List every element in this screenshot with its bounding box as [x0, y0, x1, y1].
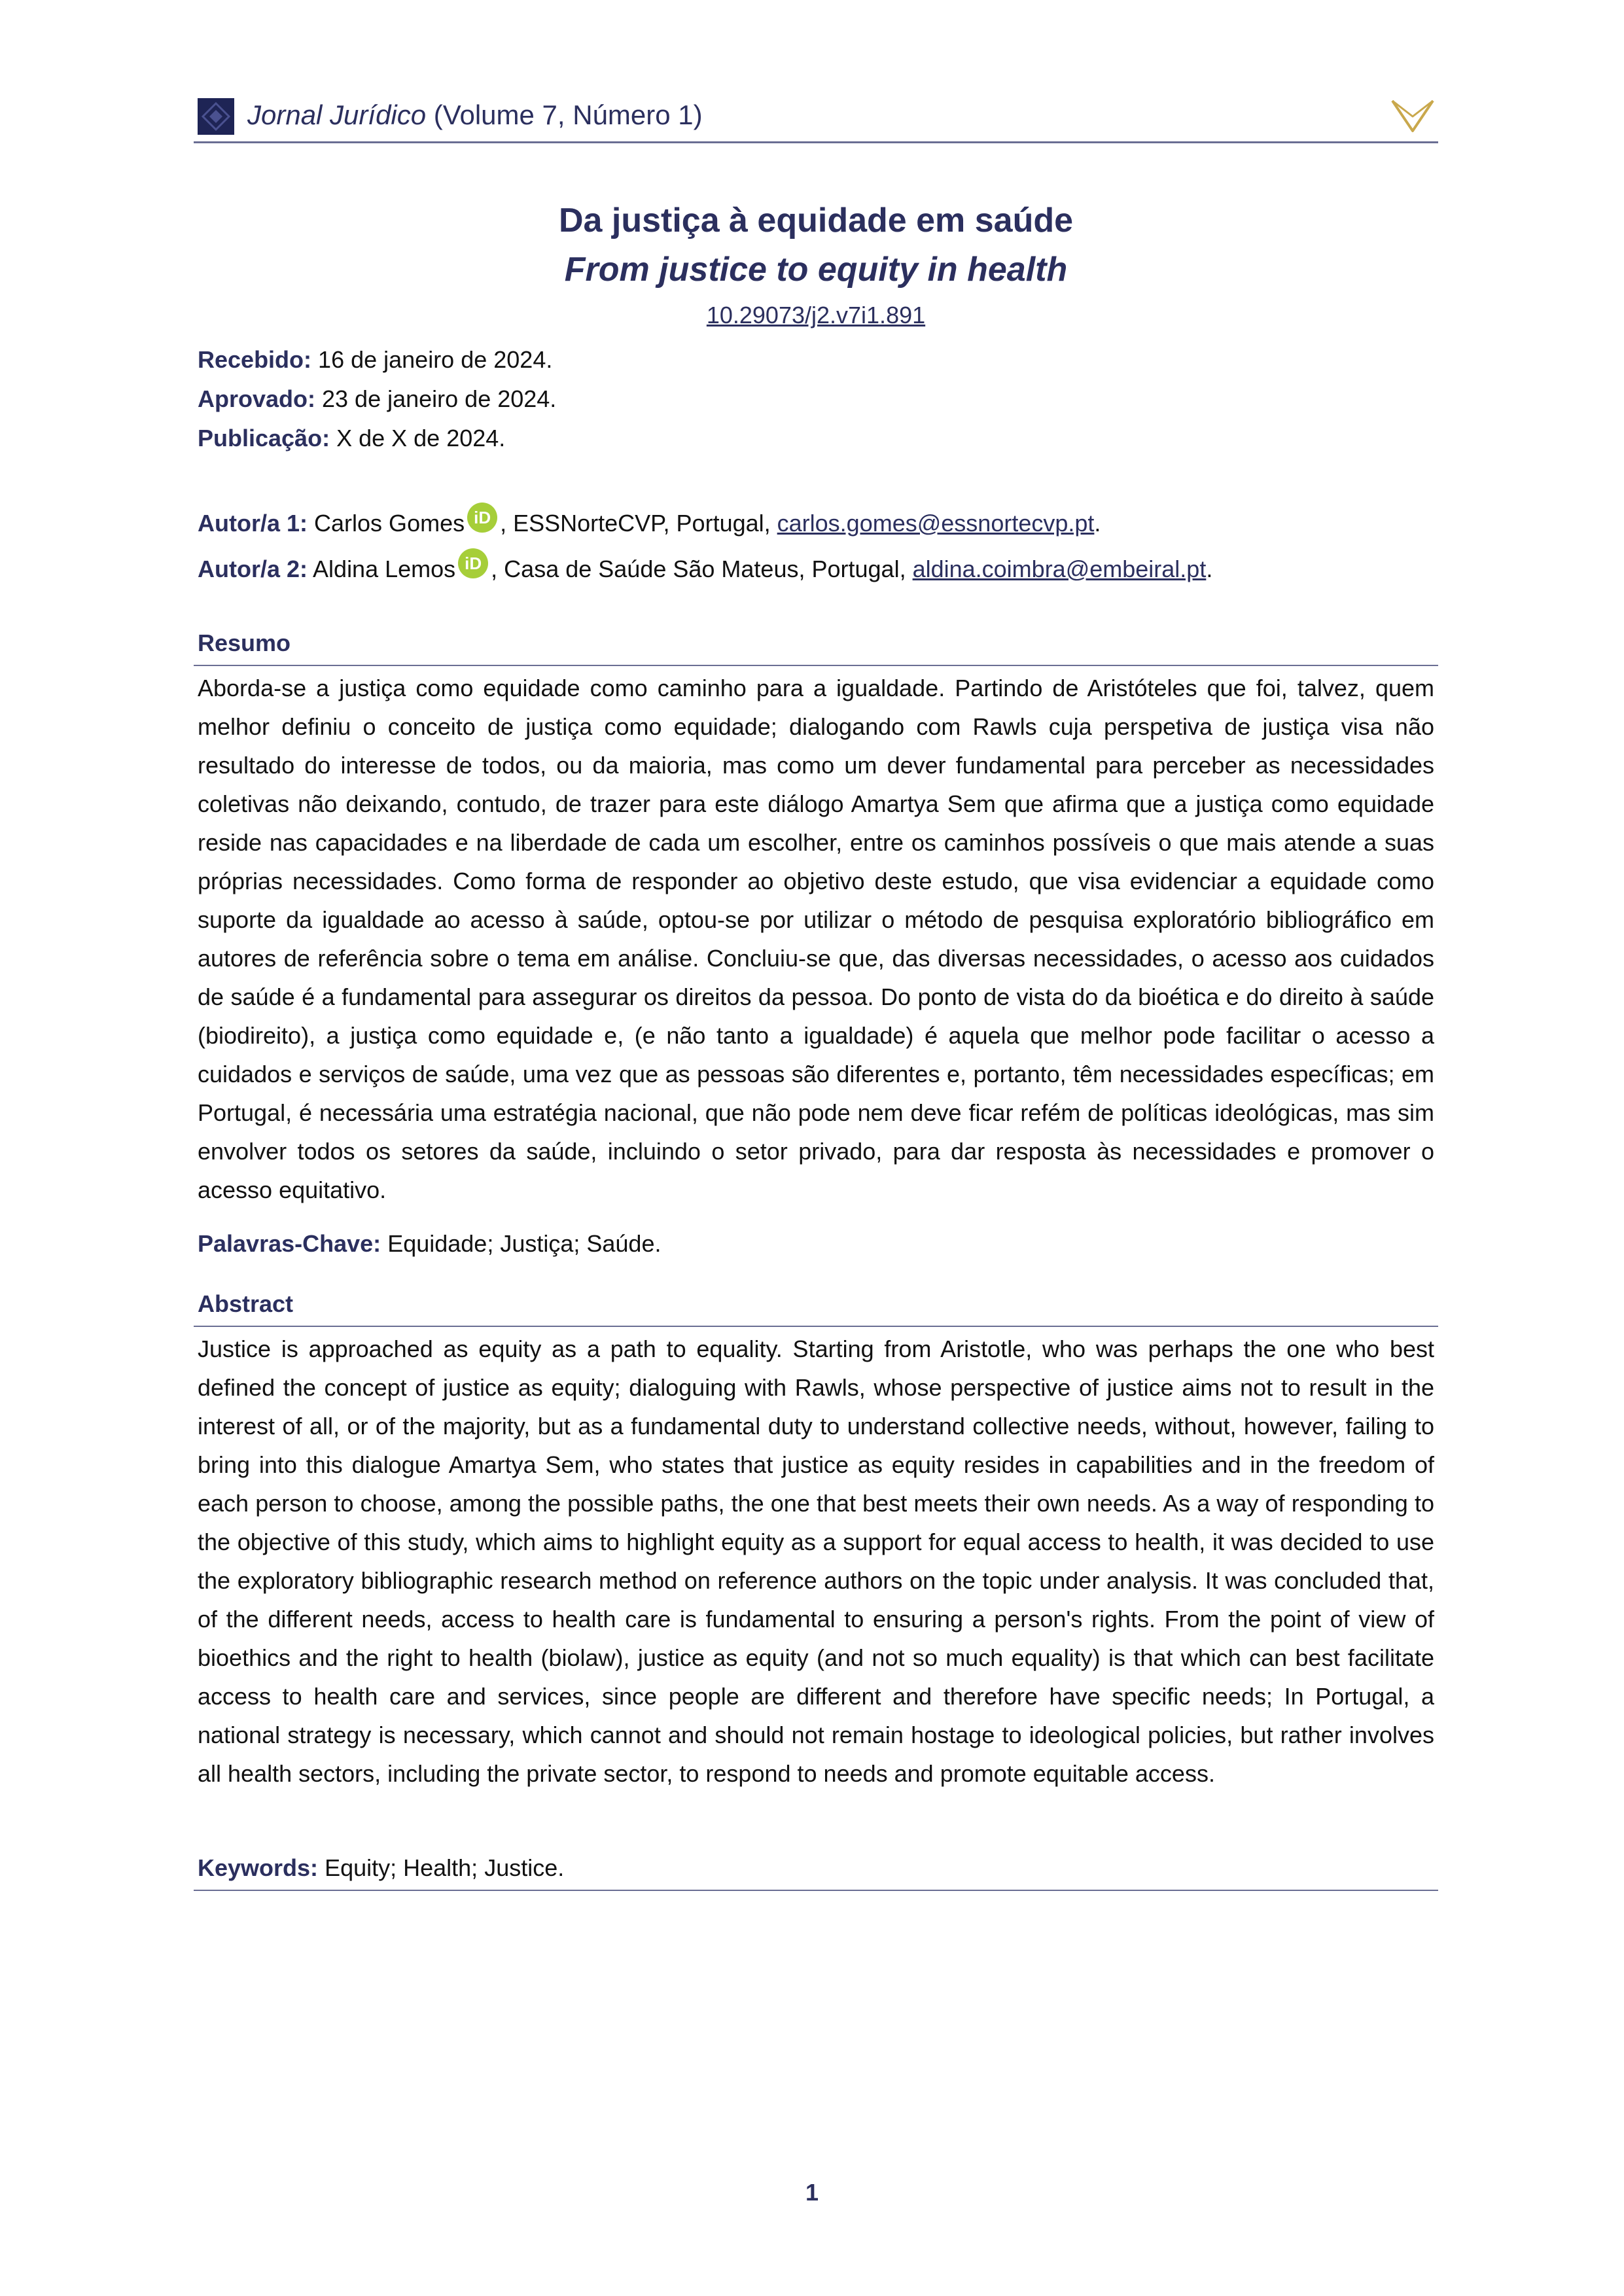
keywords-label: Palavras-Chave:: [198, 1230, 381, 1257]
abstract-divider: [194, 1326, 1438, 1327]
keywords-divider: [194, 1890, 1438, 1891]
abstract-keywords: [198, 1854, 564, 1882]
journal-header: [198, 97, 1441, 144]
header-divider: [194, 141, 1438, 143]
author-name: Aldina Lemos: [313, 556, 456, 582]
author-end: .: [1206, 556, 1213, 582]
approved-date: [198, 380, 556, 419]
orcid-icon[interactable]: iD: [458, 548, 488, 578]
author-label: Autor/a 2:: [198, 556, 308, 582]
title-english: From justice to equity in health: [564, 251, 1068, 289]
received-label: Recebido:: [198, 346, 312, 373]
title-portuguese: Da justiça à equidade em saúde: [558, 202, 1074, 239]
author-2: [198, 548, 1212, 589]
doi-link[interactable]: 10.29073/j2.v7i1.891: [706, 302, 926, 328]
approved-label: Aprovado:: [198, 385, 315, 412]
title-block: [194, 198, 1438, 335]
author-end: .: [1094, 510, 1101, 537]
journal-issue: (Volume 7, Número 1): [433, 99, 703, 130]
author-name: Carlos Gomes: [314, 510, 465, 537]
orcid-icon[interactable]: iD: [467, 503, 497, 533]
published-date: [198, 419, 505, 458]
keywords-label: Keywords:: [198, 1854, 319, 1881]
author-affiliation: , ESSNorteCVP, Portugal,: [500, 510, 777, 537]
journal-name: Jornal Jurídico: [247, 99, 427, 130]
resumo-divider: [194, 665, 1438, 666]
journal-title: [247, 99, 703, 131]
abstract-heading: Abstract: [198, 1290, 294, 1317]
author-affiliation: , Casa de Saúde São Mateus, Portugal,: [491, 556, 913, 582]
keywords-value: Equity; Health; Justice.: [325, 1854, 565, 1881]
author-email-link[interactable]: aldina.coimbra@embeiral.pt: [912, 556, 1207, 582]
published-value: X de X de 2024.: [336, 425, 506, 451]
keywords-value: Equidade; Justiça; Saúde.: [387, 1230, 662, 1257]
journal-logo-icon: [198, 98, 234, 135]
author-email-link[interactable]: carlos.gomes@essnortecvp.pt: [777, 510, 1095, 537]
author-1: [198, 503, 1101, 543]
received-value: 16 de janeiro de 2024.: [318, 346, 553, 373]
approved-value: 23 de janeiro de 2024.: [322, 385, 557, 412]
resumo-keywords: [198, 1230, 661, 1258]
author-label: Autor/a 1:: [198, 510, 308, 537]
received-date: [198, 340, 552, 380]
published-label: Publicação:: [198, 425, 330, 451]
page-number: 1: [805, 2179, 819, 2206]
resumo-text: Aborda-se a justiça como equidade como caminho para a igualdade. Partindo de Aristóteles que foi, talvez, quem melhor definiu o conceito de justiça como equidade; dialogando com Rawls cuja perspetiva de justiça visa não resultado do interesse de todos, ou da maioria, mas como um dever fundamental para perceber as necessidades coletivas não deixando, contudo, de trazer para este diálogo Amartya Sem que afirma que a justiça como equidade reside nas capacidades e na liberdade de cada um escolher, entre os caminhos possíveis o que mais atende a suas próprias necessidades. Como forma de responder ao objetivo deste estudo, que visa evidenciar a equidade como suporte da igualdade ao acesso à saúde, optou-se por utilizar o método de pesquisa exploratório bibliográfico em autores de referência sobre o tema em análise. Concluiu-se que, das diversas necessidades, o acesso aos cuidados de saúde é a fundamental para assegurar os direitos da pessoa. Do ponto de vista do da bioética e do direito à saúde (biodireito), a justiça como equidade e, (e não tanto a igualdade) é aquela que melhor pode facilitar o acesso a cuidados e serviços de saúde, uma vez que as pessoas são diferentes e, portanto, têm necessidades específicas; em Portugal, é necessária uma estratégia nacional, que não pode nem deve ficar refém de políticas ideológicas, mas sim envolver todos os setores da saúde, incluindo o setor privado, para dar resposta às necessidades e promover o acesso equitativo.: [198, 675, 1434, 1203]
publisher-mark-icon: [1390, 97, 1436, 136]
abstract-text: Justice is approached as equity as a path to equality. Starting from Aristotle, who was perhaps the one who best defined the concept of justice as equity; dialoguing with Rawls, whose perspective of justice aims not to result in the interest of all, or of the majority, but as a fundamental duty to understand collective needs, without, however, failing to bring into this dialogue Amartya Sem, who states that justice as equity resides in capabilities and in the freedom of each person to choose, among the possible paths, the one that best meets their own needs. As a way of responding to the objective of this study, which aims to highlight equity as a support for equal access to health, it was decided to use the exploratory bibliographic research method on reference authors on the topic under analysis. It was concluded that, of the different needs, access to health care is fundamental to ensuring a person's rights. From the point of view of bioethics and the right to health (biolaw), justice as equity (and not so much equality) is that which can best facilitate access to health care and services, since people are different and therefore have specific needs; In Portugal, a national strategy is necessary, which cannot and should not remain hostage to ideological policies, but rather involves all health sectors, including the private sector, to respond to needs and promote equitable access.: [198, 1335, 1434, 1787]
resumo-heading: Resumo: [198, 629, 291, 656]
